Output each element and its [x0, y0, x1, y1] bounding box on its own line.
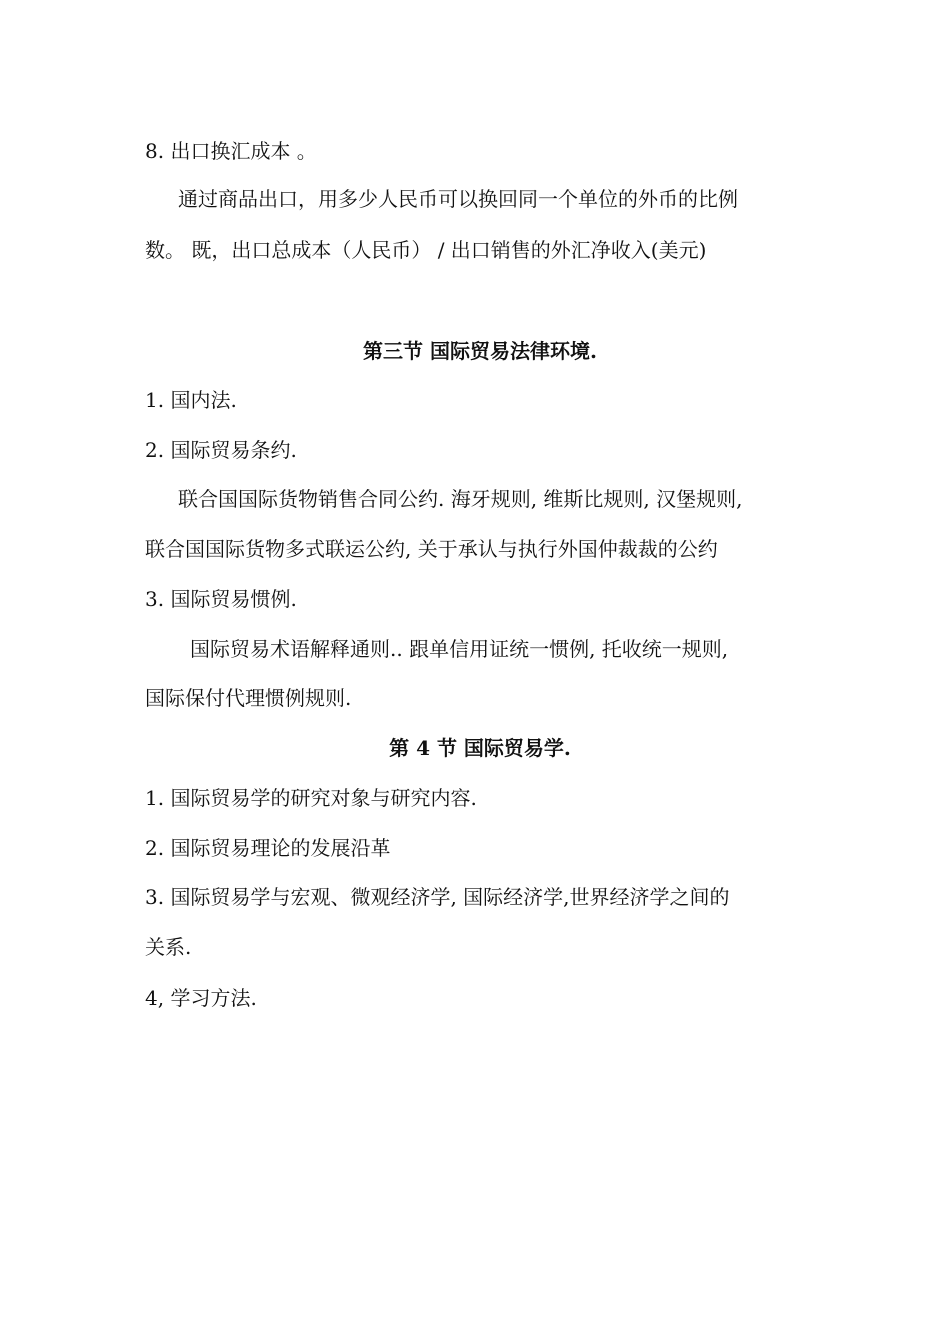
paragraph-line: 国际保付代理惯例规则.	[145, 686, 352, 710]
list-item: 2. 国际贸易条约.	[145, 438, 297, 462]
list-item: 1. 国内法.	[145, 388, 237, 412]
list-item: 1. 国际贸易学的研究对象与研究内容.	[145, 786, 477, 810]
list-item: 2. 国际贸易理论的发展沿革	[145, 836, 391, 860]
paragraph-line: 联合国国际货物多式联运公约, 关于承认与执行外国仲裁裁的公约	[145, 537, 718, 561]
paragraph-line: 国际贸易术语解释通则.. 跟单信用证统一惯例, 托收统一规则,	[190, 637, 729, 661]
paragraph-line: 联合国国际货物销售合同公约. 海牙规则, 维斯比规则, 汉堡规则,	[178, 487, 743, 511]
paragraph-line: 通过商品出口，用多少人民币可以换回同一个单位的外币的比例	[178, 187, 738, 211]
paragraph-line: 关系.	[145, 935, 192, 959]
section-heading-4: 第 4 节 国际贸易学.	[389, 736, 571, 760]
list-item: 3. 国际贸易学与宏观、微观经济学, 国际经济学,世界经济学之间的	[145, 885, 730, 909]
item-export-exchange-cost: 8. 出口换汇成本 。	[145, 139, 317, 163]
paragraph-line: 数。 既，出口总成本（人民币） / 出口销售的外汇净收入(美元)	[145, 238, 707, 262]
list-item: 4, 学习方法.	[145, 986, 257, 1010]
list-item: 3. 国际贸易惯例.	[145, 587, 297, 611]
section-heading-3: 第三节 国际贸易法律环境.	[363, 339, 597, 363]
